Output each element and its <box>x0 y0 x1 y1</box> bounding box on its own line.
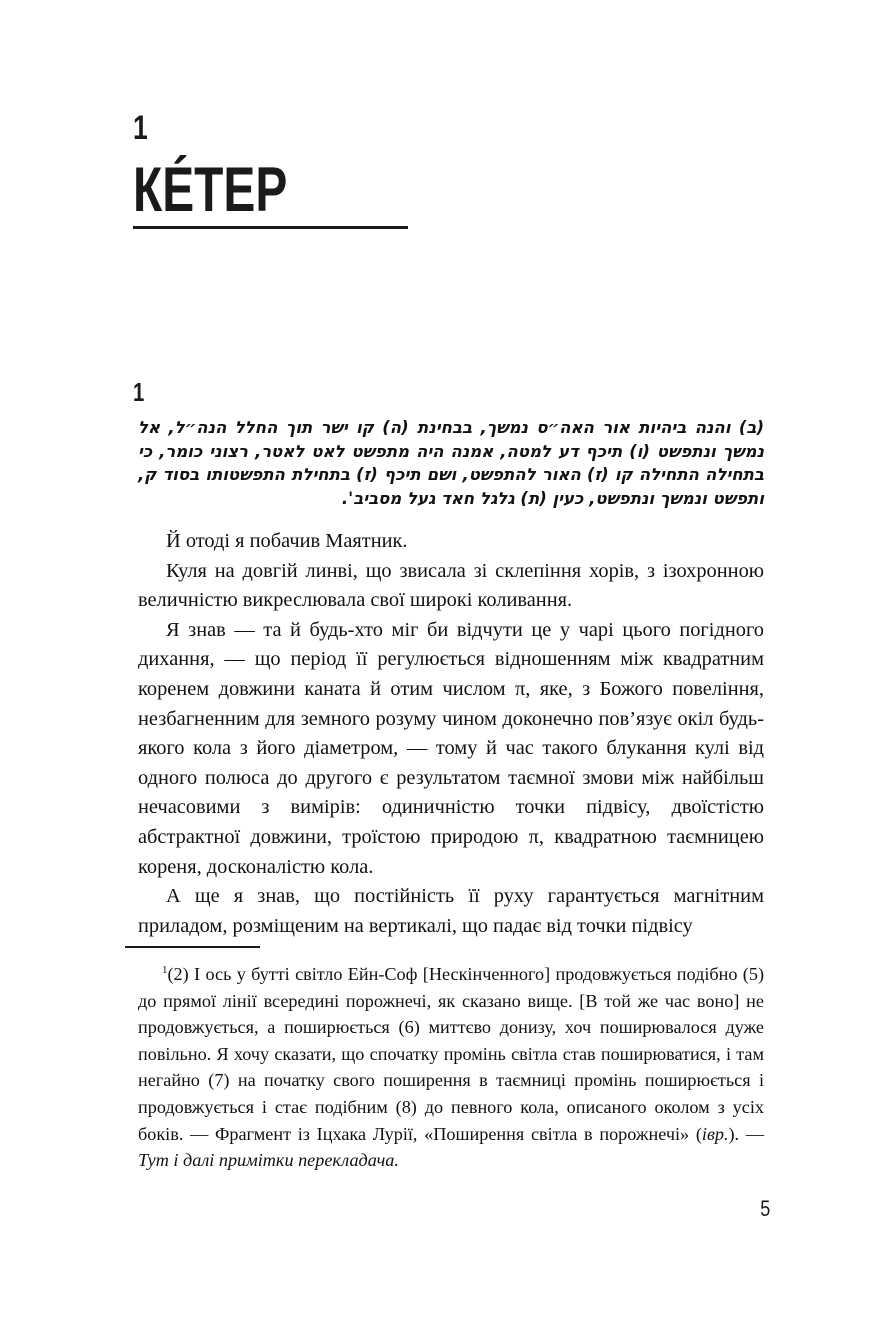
footnote <box>125 961 764 1174</box>
footnote-area <box>125 946 764 1174</box>
paragraph: Й отоді я побачив Маятник. <box>166 530 408 552</box>
paragraph: Я знав — та й будь-хто міг би відчути це у чарі цього погідного дихання, — що період її регулюється відношенням між квадратним коренем довжини каната й отим числом π, яке, з Божого повеління, незбагненним для земного розуму чином доконечно пов’язує окіл будь-якого кола з його діаметром, — тому й час такого блукання кулі від одного полюса до другого є результатом таємної змови між найбільш нечасовими з вимірів: одиничністю точки підвісу, двоїстістю абстрактної довжини, троїстою природою π, квадратною таємницею кореня, досконалістю кола. <box>138 618 764 878</box>
section-number: 1 <box>133 377 145 407</box>
page-title: КÉТЕР <box>133 155 288 225</box>
paragraph: А ще я знав, що постійність її руху гарантується магнітним приладом, розміщеним на вертикалі, що падає від точки підвісу <box>138 885 764 937</box>
title-divider <box>133 226 408 229</box>
footnote-body-tail: ). — <box>728 1123 765 1144</box>
footnote-divider <box>125 946 260 948</box>
chapter-number: 1 <box>133 109 148 147</box>
text-column <box>138 416 764 941</box>
body-text <box>138 527 764 941</box>
hebrew-epigraph: (ב) והנה ביהיות אור האה״ס נמשך, בבחינת (ה) קו ישר תוך החלל הנה״ל, אל נמשך ונתפשט (ו) תיכף דע למטה, אמנה היה מתפשט לאט לאטר, רצוני כומר, כי בתחילה התחילה קו (ז) האור להתפשט, ושם תיכף (ז) בתחילת התפשטותו בסוד ק, ותפשט ונמשך ונתפשט, כעין (ת) גלגל חאד געל מסביב'. <box>138 418 764 508</box>
translator-note: Тут і далі примітки перекладача. <box>138 1150 399 1171</box>
chapter-heading <box>133 108 693 223</box>
page-number: 5 <box>759 1196 770 1221</box>
footnote-source-abbrev: івр. <box>701 1123 729 1144</box>
paragraph: Куля на довгій линві, що звисала зі склепіння хорів, з ізохронною величністю викреслювала свої широкі коливання. <box>138 559 764 612</box>
footnote-marker: 1 <box>162 963 168 976</box>
footnote-body: (2) І ось у бутті світло Ейн-Соф [Нескінченного] продовжується подібно (5) до прямої лінії всередині порожнечі, як сказано вище. [В той же час воно] не продовжується, а поширюється (6) миттєво донизу, хоч поширювалося дуже повільно. Я хочу сказати, що спочатку промінь світла став поширюватися, і там негайно (7) на початку свого поширення в таємниці промінь поширюється і продовжується і стає подібним (8) до певного кола, описаного околом з усіх боків. — Фрагмент із Іцхака Лурії, «Поширення світла в порожнечі» ( <box>138 964 764 1144</box>
